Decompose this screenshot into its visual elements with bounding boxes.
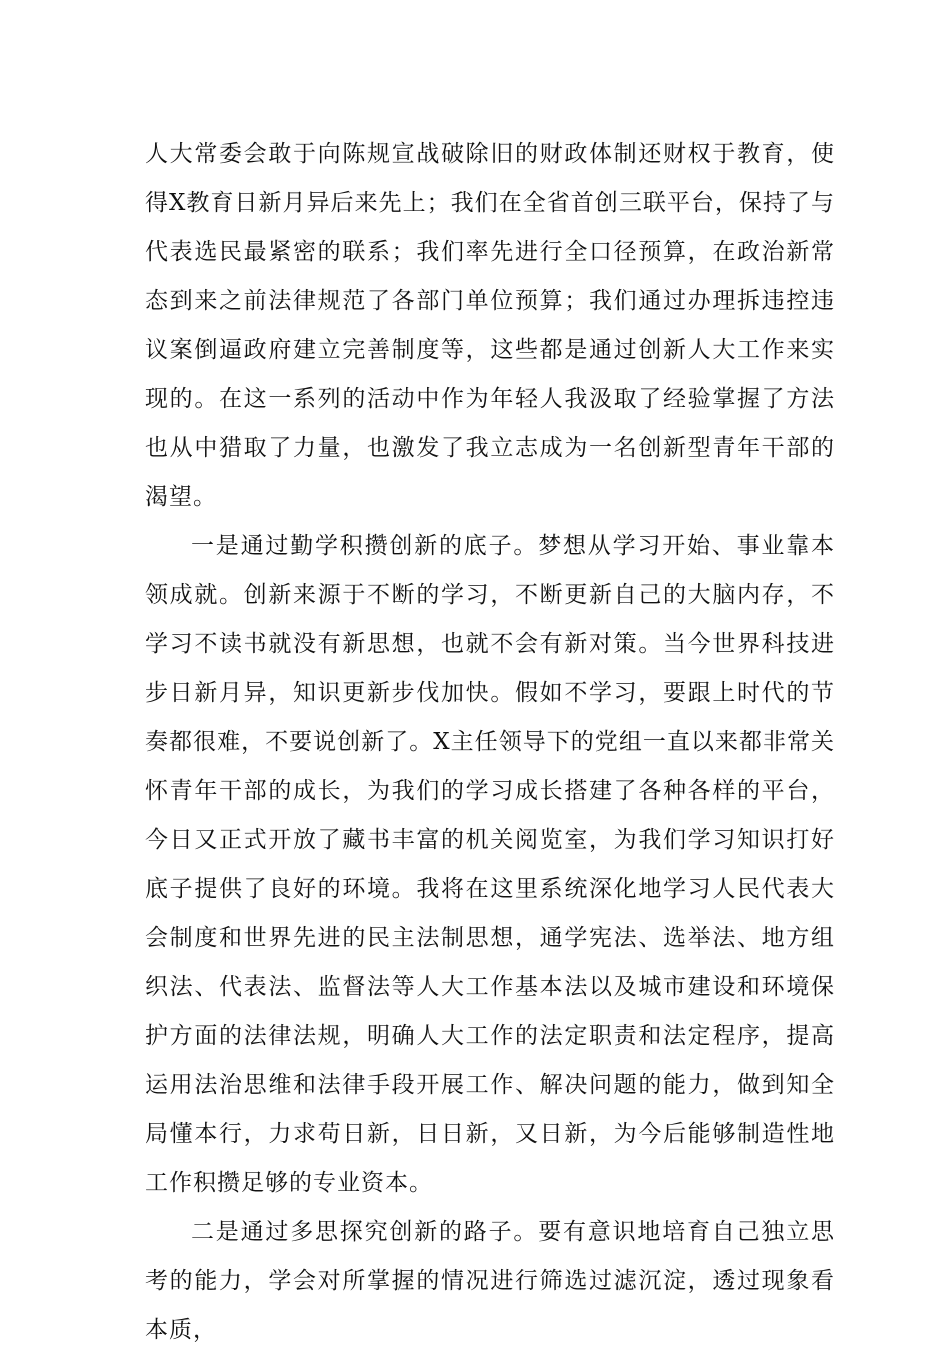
paragraph-continued: 人大常委会敢于向陈规宣战破除旧的财政体制还财权于教育，使得X教育日新月异后来先上；我们在全省首创三联平台，保持了与代表选民最紧密的联系；我们率先进行全口径预算，在政治新常态到来之前法律规范了各部门单位预算；我们通过办理拆违控违议案倒逼政府建立完善制度等，这些都是通过创新人大工作来实现的。在这一系列的活动中作为年轻人我汲取了经验掌握了方法也从中猎取了力量，也激发了我立志成为一名创新型青年干部的渴望。 xyxy=(145,141,835,510)
paragraph-diligent-study: 一是通过勤学积攒创新的底子。梦想从学习开始、事业靠本领成就。创新来源于不断的学习，不断更新自己的大脑内存，不学习不读书就没有新思想，也就不会有新对策。当今世界科技进步日新月异，知识更新步伐加快。假如不学习，要跟上时代的节奏都很难，不要说创新了。X主任领导下的党组一直以来都非常关怀青年干部的成长，为我们的学习成长搭建了各种各样的平台，今日又正式开放了藏书丰富的机关阅览室，为我们学习知识打好底子提供了良好的环境。我将在这里系统深化地学习人民代表大会制度和世界先进的民主法制思想，通学宪法、选举法、地方组织法、代表法、监督法等人大工作基本法以及城市建设和环境保护方面的法律法规，明确人大工作的法定职责和法定程序，提高运用法治思维和法律手段开展工作、解决问题的能力，做到知全局懂本行，力求苟日新，日日新，又日新，为今后能够制造性地工作积攒足够的专业资本。 xyxy=(145,533,835,1196)
paragraph-more-thinking: 二是通过多思探究创新的路子。要有意识地培育自己独立思考的能力，学会对所掌握的情况进行筛选过滤沉淀，透过现象看本质， xyxy=(145,1219,835,1343)
document-body xyxy=(145,130,835,1355)
